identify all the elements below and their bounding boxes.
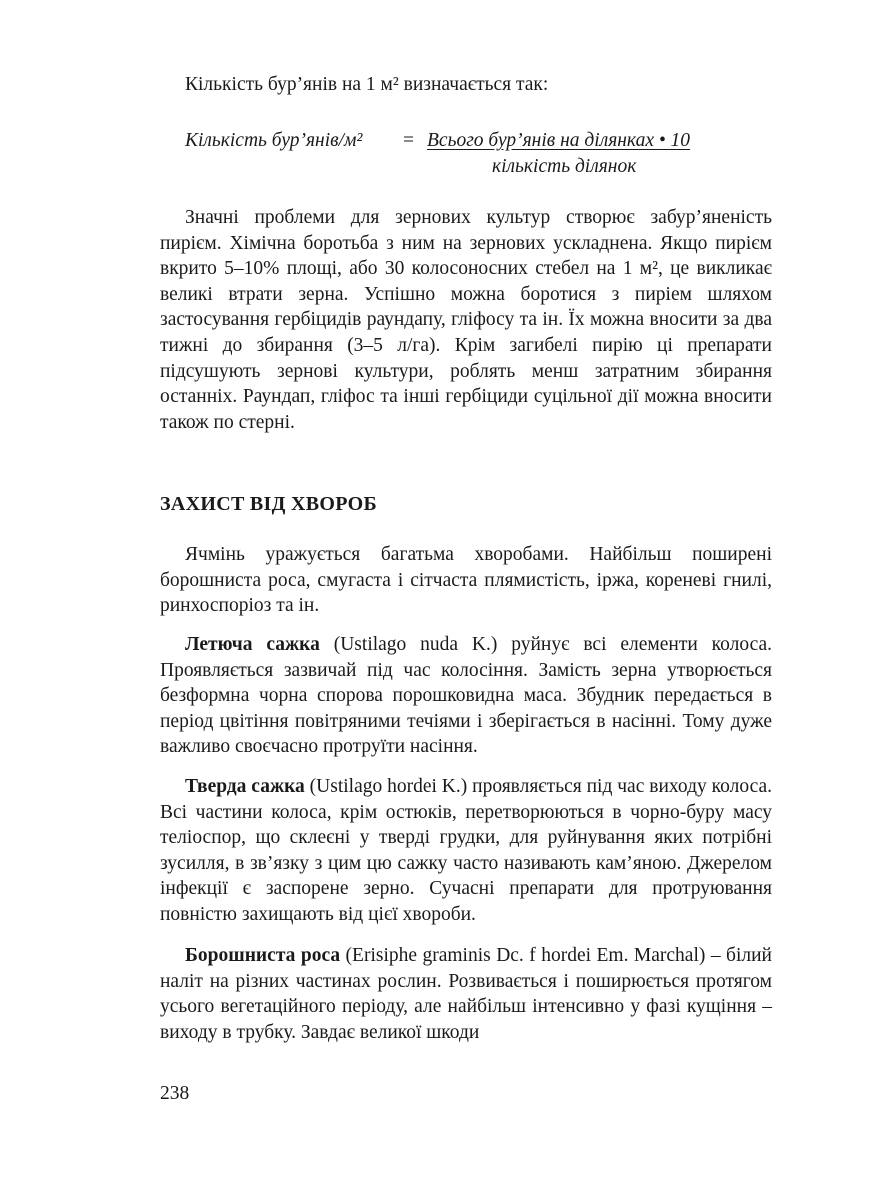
formula-denominator: кількість ділянок bbox=[492, 156, 637, 177]
disease-description: (Ustilago hordei K.) проявляється під час виходу колоса. Всі частини колоса, крім остюків, перетворюються в чорно-буру масу теліоспор, що склеєні у тверді грудки, для руйнування яких потрібні зусилля, в зв’язку з цим цю сажку часто називають кам’яною. Джерелом інфекції є заспорене зерно. Сучасні препарати для протруювання повністю захищають від цієї хвороби. bbox=[160, 776, 772, 925]
couch-grass-paragraph: Значні проблеми для зернових культур створює забур’яненість пирієм. Хімічна боротьба з ним на зернових ускладнена. Якщо пирієм вкрито 5–10% площі, або 30 колосоносних стебел на 1 м², це викликає великі втрати зерна. Успішно можна боротися з пиріем шляхом застосування гербіцидів раундапу, гліфосу та ін. Їх можна вносити за два тижні до збирання (3–5 л/га). Крім загибелі пирію ці препарати підсушують зернові культури, роблять менш затратним збирання останніх. Раундап, гліфос та інші гербіциди суцільної дії можна вносити також по стерні. bbox=[160, 207, 772, 433]
diseases-intro-paragraph: Ячмінь уражується багатьма хворобами. Найбільш поширені борошниста роса, смугаста і сітчаста плямистість, іржа, кореневі гнилі, ринхоспоріоз та ін. bbox=[160, 544, 772, 617]
formula-equals-sign: = bbox=[403, 130, 414, 151]
powdery-mildew-paragraph bbox=[160, 943, 772, 1045]
disease-description: (Erisiphe graminis Dc. f hordei Em. Marchal) – білий наліт на різних частинах рослин. Розвивається і поширюється протягом усього вегетаційного періоду, але найбільш інтенсивно у фазі кущіння – виходу в трубку. Завдає великої шкоди bbox=[160, 945, 772, 1043]
intro-sentence: Кількість бур’янів на 1 м² визначається так: bbox=[185, 74, 549, 95]
page-number: 238 bbox=[160, 1083, 190, 1104]
section-heading: ЗАХИСТ ВІД ХВОРОБ bbox=[160, 493, 377, 515]
disease-term: Тверда сажка bbox=[185, 776, 305, 797]
covered-smut-paragraph bbox=[160, 774, 772, 928]
formula-left-side: Кількість бур’янів/м² bbox=[185, 130, 363, 151]
disease-term: Борошниста роса bbox=[185, 945, 341, 966]
disease-description: (Ustilago nuda K.) руйнує всі елементи колоса. Проявляється зазвичай під час колосіння. Замість зерна утворюється безформна чорна спорова порошковидна маса. Збудник передається в період цвітіння повітряними течіями і зберігається в насінні. Тому дуже важливо своєчасно протруїти насіння. bbox=[160, 634, 772, 758]
loose-smut-paragraph bbox=[160, 632, 772, 760]
formula-numerator: Всього бур’янів на ділянках • 10 bbox=[427, 130, 691, 151]
disease-term: Летюча сажка bbox=[185, 634, 320, 655]
